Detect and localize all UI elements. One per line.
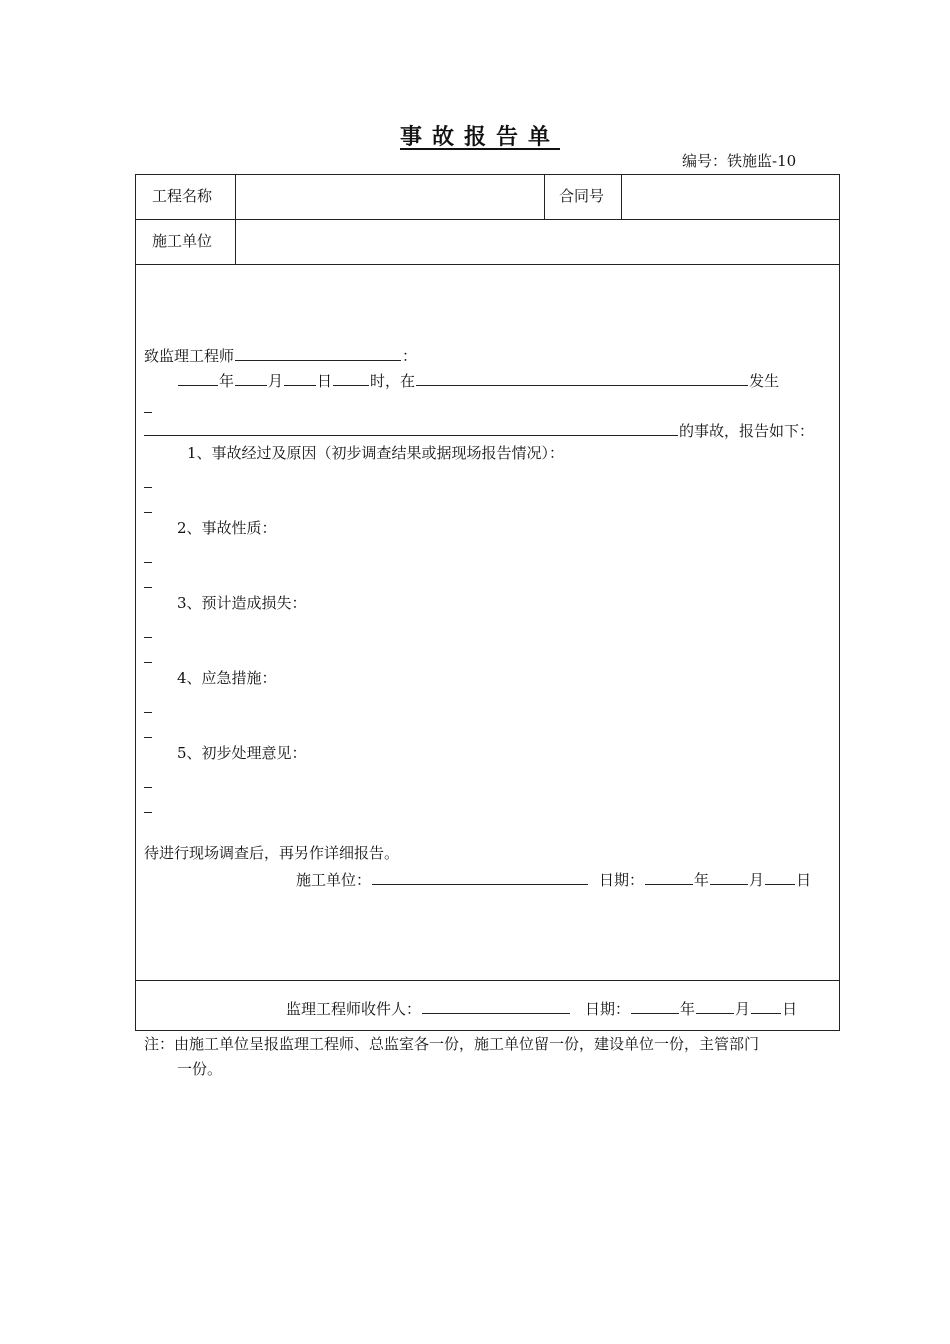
receipt-date-label: 日期：	[585, 1000, 631, 1018]
footnote-line-2: 一份。	[177, 1060, 223, 1078]
contractor-field[interactable]	[237, 221, 837, 263]
item-5: 5、初步处理意见：	[177, 744, 307, 762]
dash-mark	[144, 662, 152, 663]
item-1: 1、事故经过及原因（初步调查结果或据现场报告情况）：	[187, 444, 565, 462]
contract-no-label: 合同号	[559, 187, 605, 205]
dash-mark	[144, 787, 152, 788]
month-label: 月	[749, 871, 765, 889]
year-blank[interactable]	[178, 371, 218, 386]
item-2: 2、事故性质：	[177, 519, 277, 537]
time-place-line	[177, 371, 779, 389]
pending-note: 待进行现场调查后，再另作详细报告。	[144, 844, 400, 862]
hour-at-label: 时，在	[370, 372, 416, 390]
item-3: 3、预计造成损失：	[177, 594, 307, 612]
accident-suffix: 的事故，报告如下：	[679, 422, 815, 440]
contractor-label: 施工单位	[152, 232, 213, 250]
engineer-name-blank[interactable]	[235, 346, 401, 361]
page-title: 事故报告单	[399, 124, 560, 150]
receiver-blank[interactable]	[422, 999, 570, 1014]
place-blank[interactable]	[416, 371, 748, 386]
receiver-label: 监理工程师收件人：	[286, 1000, 422, 1018]
contractor-sign-line	[296, 870, 811, 888]
to-engineer-suffix: ：	[402, 347, 418, 365]
serial-number: 编号：铁施监-10	[682, 152, 797, 170]
receipt-line	[286, 999, 797, 1017]
accident-line	[144, 421, 814, 439]
to-engineer-label: 致监理工程师	[144, 347, 235, 365]
contractor-sign-label: 施工单位：	[296, 871, 372, 889]
hour-blank[interactable]	[333, 371, 369, 386]
day-label: 日	[796, 871, 812, 889]
receipt-day-blank[interactable]	[751, 999, 781, 1014]
year-label: 年	[219, 372, 235, 390]
col-divider	[544, 174, 545, 219]
dash-mark	[144, 487, 152, 488]
sign-day-blank[interactable]	[765, 870, 795, 885]
dash-mark	[144, 512, 152, 513]
dash-mark	[144, 412, 152, 413]
to-engineer-line	[144, 346, 417, 364]
project-name-field[interactable]	[237, 176, 542, 218]
year-label: 年	[680, 1000, 696, 1018]
col-divider	[235, 174, 236, 264]
accident-type-blank[interactable]	[144, 421, 678, 436]
col-divider	[621, 174, 622, 219]
row-divider	[135, 980, 840, 981]
sign-month-blank[interactable]	[710, 870, 748, 885]
month-blank[interactable]	[235, 371, 267, 386]
month-label: 月	[268, 372, 284, 390]
receipt-month-blank[interactable]	[696, 999, 734, 1014]
occurred-label: 发生	[749, 372, 780, 390]
contract-no-field[interactable]	[623, 176, 837, 218]
day-blank[interactable]	[284, 371, 316, 386]
row-divider	[135, 264, 840, 265]
footnote-line-1: 注：由施工单位呈报监理工程师、总监室各一份，施工单位留一份，建设单位一份，主管部门	[144, 1035, 760, 1053]
dash-mark	[144, 712, 152, 713]
dash-mark	[144, 587, 152, 588]
receipt-year-blank[interactable]	[631, 999, 679, 1014]
project-name-label: 工程名称	[152, 187, 213, 205]
year-label: 年	[694, 871, 710, 889]
date-label: 日期：	[599, 871, 645, 889]
day-label: 日	[782, 1000, 798, 1018]
dash-mark	[144, 562, 152, 563]
sign-year-blank[interactable]	[645, 870, 693, 885]
month-label: 月	[735, 1000, 751, 1018]
contractor-sign-blank[interactable]	[372, 870, 588, 885]
row-divider	[135, 219, 840, 220]
dash-mark	[144, 737, 152, 738]
dash-mark	[144, 812, 152, 813]
day-label: 日	[317, 372, 333, 390]
item-4: 4、应急措施：	[177, 669, 277, 687]
dash-mark	[144, 637, 152, 638]
